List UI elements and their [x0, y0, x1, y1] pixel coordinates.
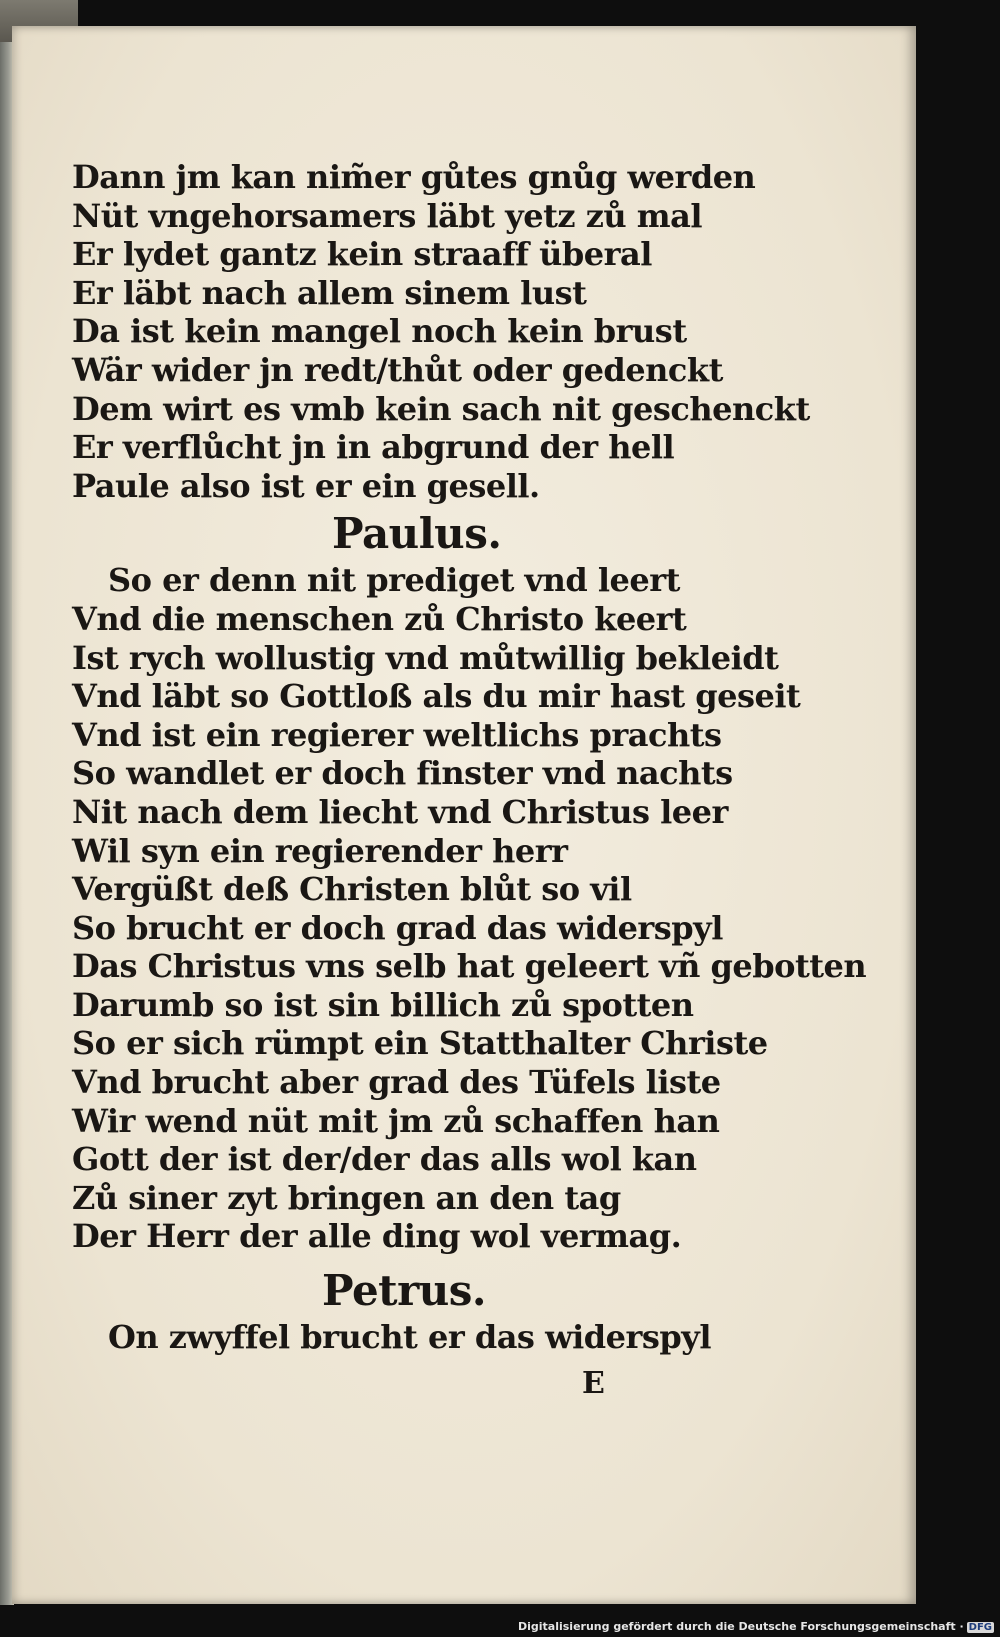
text-line: Dem wirt es vmb kein sach nit geschenckt: [72, 389, 810, 428]
text-line: Er läbt nach allem sinem lust: [72, 273, 587, 312]
text-line: Wil syn ein regierender herr: [72, 831, 568, 870]
text-line: Vnd brucht aber grad des Tüfels liste: [72, 1063, 721, 1102]
text-line: Da ist kein mangel noch kein brust: [72, 312, 687, 351]
text-line: Vergüßt deß Christen blůt so vil: [72, 870, 632, 909]
text-line: So wandlet er doch finster vnd nachts: [72, 754, 733, 793]
credit-text: Digitalisierung gefördert durch die Deutsche Forschungsgemeinschaft ·: [517, 1620, 964, 1633]
speaker-heading-petrus: Petrus.: [322, 1266, 487, 1316]
text-line: Zů siner zyt bringen an den tag: [72, 1178, 621, 1217]
text-line: Wir wend nüt mit jm zů schaffen han: [72, 1101, 720, 1140]
book-page: [12, 26, 916, 1604]
text-line: Nüt vngehorsamers läbt yetz zů mal: [72, 196, 703, 235]
text-line: Wär wider jn redt/thůt oder gedenckt: [72, 350, 723, 389]
page-text: [72, 158, 892, 1357]
text-line: Er lydet gantz kein straaff überal: [72, 235, 652, 274]
text-line: So er sich rümpt ein Statthalter Christe: [72, 1024, 768, 1063]
dfg-logo: DFG: [968, 1622, 992, 1633]
text-line: Der Herr der alle ding wol vermag.: [72, 1217, 682, 1256]
speaker-heading-paulus: Paulus.: [332, 509, 502, 559]
text-line: Vnd läbt so Gottloß als du mir hast geseit: [72, 677, 801, 716]
text-line: Vnd die menschen zů Christo keert: [72, 599, 687, 638]
text-line: So er denn nit prediget vnd leert: [108, 561, 680, 600]
text-line: Dann jm kan nim̃er gůtes gnůg werden: [72, 158, 756, 196]
text-line: Das Christus vns selb hat geleert vñ gebotten: [72, 947, 867, 986]
text-line: Paule also ist er ein gesell.: [72, 466, 540, 505]
text-line: Ist rych wollustig vnd můtwillig bekleidt: [72, 638, 779, 677]
text-line: Er verflůcht jn in abgrund der hell: [72, 428, 675, 467]
text-line: Vnd ist ein regierer weltlichs prachts: [72, 715, 722, 754]
digitization-credit: [518, 1620, 994, 1633]
catchword: E: [582, 1366, 605, 1401]
text-line: So brucht er doch grad das widerspyl: [72, 908, 723, 947]
text-line: Nit nach dem liecht vnd Christus leer: [72, 792, 728, 831]
text-line: Darumb so ist sin billich zů spotten: [72, 985, 694, 1024]
text-line: Gott der ist der/der das alls wol kan: [72, 1140, 697, 1179]
text-line: On zwyffel brucht er das widerspyl: [108, 1318, 712, 1357]
